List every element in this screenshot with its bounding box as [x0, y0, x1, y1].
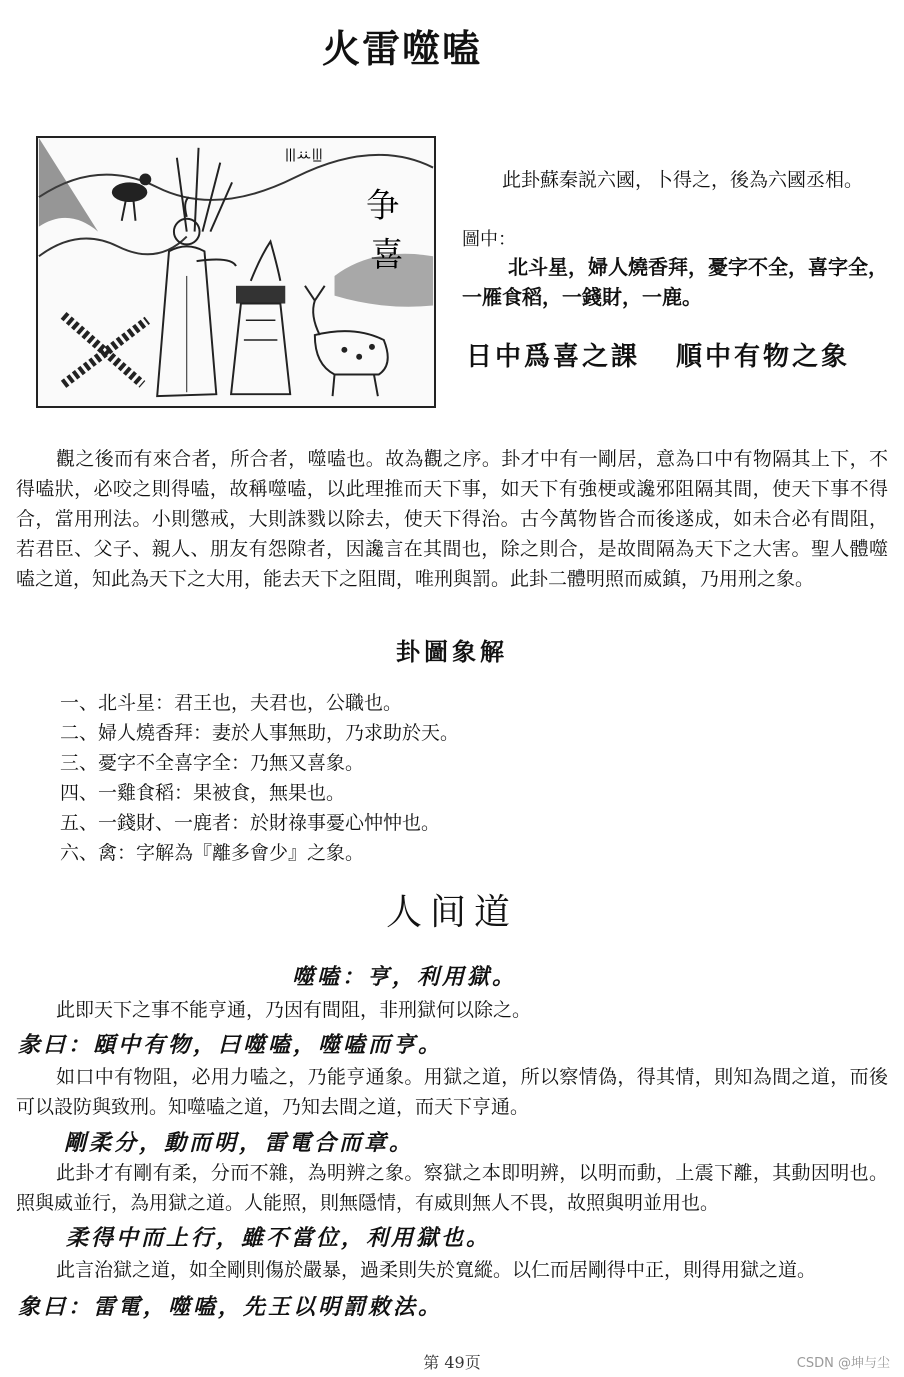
list-item: 二、婦人燒香拜：妻於人事無助，乃求助於天。: [60, 722, 460, 744]
verse-tuan: 彖曰：頤中有物，曰噬嗑，噬嗑而亨。: [18, 1032, 444, 1058]
woodcut-illustration: [36, 136, 436, 408]
list-item: 三、憂字不全喜字全：乃無又喜象。: [60, 752, 365, 774]
coin-string-icon: [64, 315, 148, 384]
commentary-4: 此言治獄之道，如全剛則傷於嚴暴，過柔則失於寬縱。以仁而居剛得中正，則得用獄之道。: [56, 1259, 817, 1281]
verse-3: 剛柔分，動而明，雷電合而章。: [64, 1130, 415, 1156]
main-paragraph: 觀之後而有來合者，所合者，噬嗑也。故為觀之序。卦才中有一剛居，意為口中有物隔其上下，不得嗑狀，必咬之則得嗑，故稱噬嗑，以此理推而天下事，如天下有強梗或讒邪阻隔其間，使天下事不得合，當用刑法。小則懲戒，大則誅戮以除去，使天下得治。古今萬物皆合而後遂成，如未合必有間阻，若君臣、父子、親人、朋友有怨隙者，因讒言在其間也，除之則合，是故間隔為天下之大害。聖人體噬嗑之道，知此為天下之大用，能去天下之阻間，唯刑與罰。此卦二體明照而威鎮，乃用刑之象。: [16, 448, 888, 590]
list-item: 五、一錢財、一鹿者：於財祿事憂心忡忡也。: [60, 812, 441, 834]
section-title-imagery: 卦圖象解: [396, 637, 508, 666]
page-title: 火雷噬嗑: [321, 26, 482, 71]
verse-4: 柔得中而上行，雖不當位，利用獄也。: [66, 1225, 492, 1251]
figure-label: 圖中：: [462, 229, 516, 250]
verse-xiang: 象曰：雷電，噬嗑，先王以明罰敕法。: [18, 1294, 444, 1320]
commentary-2: 如口中有物阻，必用力嗑之，乃能亨通象。用獄之道，所以察情偽，得其情，則知為間之道，而後可以設防與致刑。知噬嗑之道，乃知去間之道，而天下亨通。: [16, 1066, 888, 1118]
list-item: 一、北斗星：君王也，夫君也，公職也。: [60, 692, 403, 714]
sign-text: 争: [366, 185, 400, 225]
divination-note: 此卦蘇秦説六國，卜得之，後為六國丞相。: [502, 169, 864, 191]
woman-figure-icon: [157, 197, 236, 396]
list-item: 六、禽：字解為『離多會少』之象。: [60, 842, 365, 864]
commentary-3: 此卦才有剛有柔，分而不雜，為明辨之象。察獄之本即明辨，以明而動，上震下離，其動因明也。照與威並行，為用獄之道。人能照，則無隱情，有威則無人不畏，故照與明並用也。: [16, 1162, 888, 1214]
verse-judgment: 噬嗑：亨，利用獄。: [292, 964, 518, 990]
watermark: CSDN @坤与尘: [796, 1356, 890, 1371]
bird-icon: [112, 173, 151, 220]
illustration-drawing: [38, 138, 434, 406]
incense-burner-icon: [231, 241, 290, 394]
sky-script: ꔖꕁꔗ: [285, 146, 323, 167]
omen-phrase-2: 順中有物之象: [676, 342, 851, 372]
list-item: 四、一雞食稻：果被食，無果也。: [60, 782, 346, 804]
omen-phrase-1: 日中爲喜之課: [466, 342, 641, 372]
commentary-1: 此即天下之事不能亨通，乃因有間阻，非刑獄何以除之。: [56, 999, 532, 1021]
section-title-human-way: 人间道: [385, 892, 518, 933]
figure-description: 北斗星，婦人燒香拜，憂字不全，喜字全，一雁食稻，一錢財，一鹿。: [462, 255, 888, 309]
page-number: 第 49页: [423, 1353, 481, 1372]
imagery-list: [60, 688, 459, 868]
sign-text-2: 喜: [369, 235, 404, 275]
omen-phrases: [466, 336, 896, 373]
